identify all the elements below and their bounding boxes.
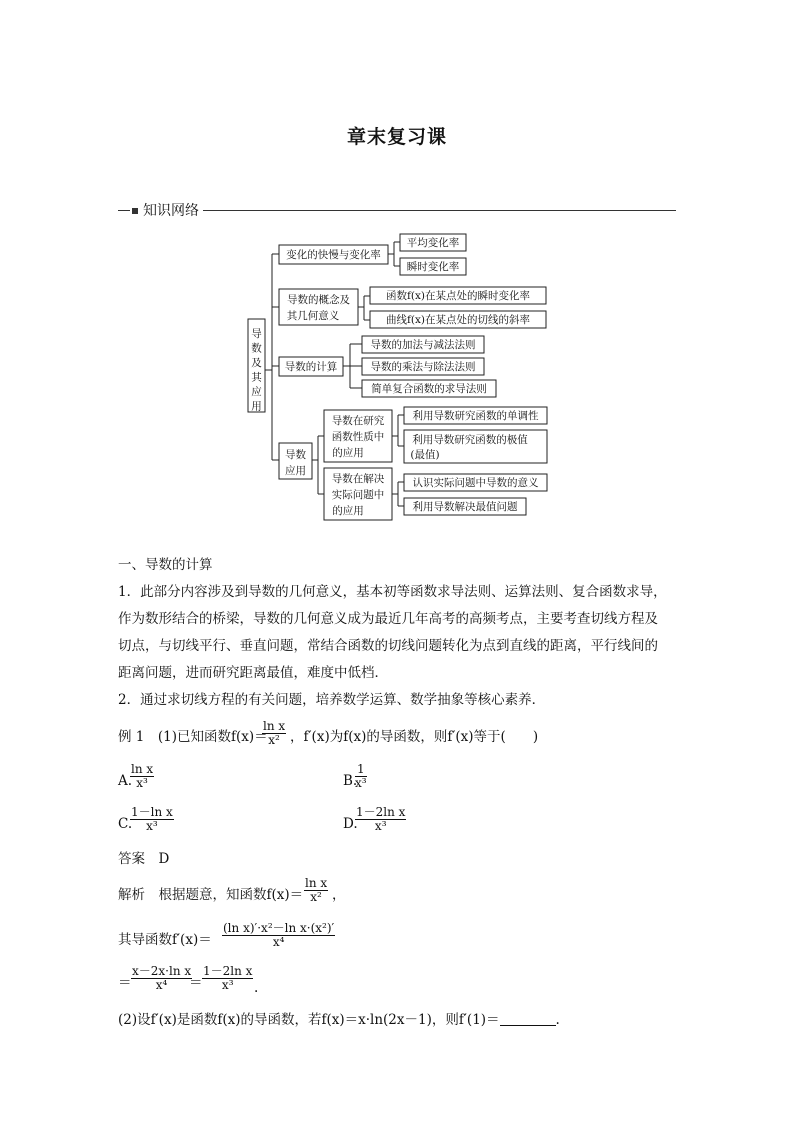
node-monotonicity bbox=[404, 407, 547, 424]
simplify-2-numerator: 1－2ln x bbox=[203, 964, 253, 978]
node-chain-rule bbox=[362, 380, 496, 397]
node-derivative-concept-label-1: 导数的概念及 bbox=[287, 294, 350, 306]
simplify-2-denominator: x³ bbox=[221, 978, 234, 992]
fraction-numerator: ln x bbox=[263, 719, 286, 733]
node-add-sub-rule bbox=[362, 336, 484, 353]
solution-numerator: ln x bbox=[305, 876, 328, 890]
node-instant-rate-at-point-label: 函数f(x)在某点处的瞬时变化率 bbox=[385, 290, 531, 302]
node-tangent-slope bbox=[370, 311, 546, 328]
solution-fraction bbox=[304, 877, 328, 904]
solution-denominator: x² bbox=[310, 890, 322, 904]
node-max-min-problem bbox=[404, 498, 526, 515]
node-derivative-application bbox=[279, 443, 312, 479]
node-derivative-calculation-label: 导数的计算 bbox=[284, 361, 338, 373]
node-derivative-concept-label-2: 其几何意义 bbox=[286, 310, 340, 322]
node-function-property-app-label-2: 函数性质中 bbox=[331, 431, 385, 443]
option-a-fraction bbox=[130, 763, 154, 790]
fraction-denominator: x² bbox=[268, 733, 280, 747]
simplify-eq-1: ＝ bbox=[118, 975, 132, 991]
option-d-numerator: 1－2ln x bbox=[356, 805, 406, 819]
node-practical-meaning-label: 认识实际问题中导数的意义 bbox=[412, 477, 539, 489]
node-derivative-application-label-2: 应用 bbox=[285, 465, 306, 477]
option-a-label: A. bbox=[118, 773, 133, 789]
node-chain-rule-label: 简单复合函数的求导法则 bbox=[371, 383, 487, 395]
node-instant-rate-at-point bbox=[370, 287, 546, 304]
derivative-fraction bbox=[222, 922, 335, 949]
option-b-denominator: x³ bbox=[355, 776, 367, 790]
node-tangent-slope-label: 曲线f(x)在某点处的切线的斜率 bbox=[385, 314, 531, 326]
section-heading-derivative-calc: 一、导数的计算 bbox=[118, 557, 213, 573]
mindmap-root bbox=[248, 319, 265, 413]
answer-blank[interactable] bbox=[500, 1011, 556, 1026]
node-max-min-problem-label: 利用导数解决最值问题 bbox=[412, 501, 518, 513]
node-practical-problem-app-label-1: 导数在解决 bbox=[331, 473, 385, 485]
paragraph-1-line-2: 作为数形结合的桥梁，导数的几何意义成为最近几年高考的高频考点，主要考查切线方程及 bbox=[118, 611, 658, 627]
node-average-rate bbox=[400, 234, 466, 251]
answer: 答案 D bbox=[118, 851, 170, 867]
node-rate-of-change-label: 变化的快慢与变化率 bbox=[286, 249, 381, 261]
option-b-label: B. bbox=[343, 773, 358, 789]
node-mul-div-rule bbox=[362, 358, 484, 375]
node-instant-rate bbox=[400, 258, 466, 275]
knowledge-mindmap bbox=[0, 0, 794, 540]
derivative-numerator: (ln x)′·x²－ln x·(x²)′ bbox=[223, 921, 335, 935]
node-function-property-app-label-3: 的应用 bbox=[332, 447, 364, 459]
root-label: 导数及其应用 bbox=[251, 328, 262, 413]
node-add-sub-rule-label: 导数的加法与减法法则 bbox=[370, 339, 476, 351]
simplify-end: . bbox=[254, 980, 259, 996]
node-function-property-app-label-1: 导数在研究 bbox=[331, 415, 385, 427]
simplify-eq-2: ＝ bbox=[189, 975, 203, 991]
node-extremum-label-2: (最值) bbox=[410, 449, 440, 461]
simplify-1-numerator: x－2x·ln x bbox=[132, 964, 192, 978]
option-c-fraction bbox=[130, 806, 174, 833]
example-1-prefix: 例 1 (1)已知函数f(x)＝ bbox=[118, 729, 268, 745]
page-title: 章末复习课 bbox=[346, 126, 447, 148]
node-derivative-calculation bbox=[279, 357, 343, 376]
option-c-denominator: x³ bbox=[146, 819, 158, 833]
paragraph-2: 2．通过求切线方程的有关问题，培养数学运算、数学抽象等核心素养． bbox=[118, 692, 546, 708]
solution-suffix: ， bbox=[332, 887, 346, 903]
node-derivative-concept bbox=[279, 289, 358, 325]
example-1-fraction bbox=[262, 720, 286, 747]
node-extremum-label-1: 利用导数研究函数的极值 bbox=[412, 434, 528, 446]
node-monotonicity-label: 利用导数研究函数的单调性 bbox=[412, 410, 539, 422]
node-practical-problem-app-label-3: 的应用 bbox=[332, 505, 364, 517]
option-c-numerator: 1－ln x bbox=[131, 805, 173, 819]
example-1-suffix: ，f′(x)为f(x)的导函数，则f′(x)等于( ) bbox=[290, 729, 539, 745]
section-label-text: 知识网络 bbox=[143, 203, 199, 219]
option-a-numerator: ln x bbox=[131, 762, 154, 776]
paragraph-1-line-1: 1．此部分内容涉及到导数的几何意义，基本初等函数求导法则、运算法则、复合函数求导， bbox=[118, 584, 667, 600]
question-2-text: (2)设f′(x)是函数f(x)的导函数，若f(x)＝x·ln(2x－1)，则f′(1)＝ bbox=[118, 1012, 500, 1028]
option-b-fraction bbox=[355, 763, 367, 790]
solution-prefix: 解析 根据题意，知函数f(x)＝ bbox=[118, 887, 304, 903]
question-2 bbox=[118, 1010, 560, 1030]
option-b-numerator: 1 bbox=[356, 762, 365, 776]
node-mul-div-rule-label: 导数的乘法与除法法则 bbox=[370, 361, 476, 373]
simplify-1-denominator: x⁴ bbox=[155, 978, 168, 992]
node-extremum bbox=[404, 430, 547, 463]
option-d-label: D. bbox=[343, 816, 358, 832]
option-c-label: C. bbox=[118, 816, 133, 832]
node-derivative-application-label-1: 导数 bbox=[285, 449, 306, 461]
node-rate-of-change bbox=[279, 245, 388, 264]
simplify-fraction-1 bbox=[131, 965, 192, 992]
node-practical-meaning bbox=[404, 474, 547, 491]
node-instant-rate-label: 瞬时变化率 bbox=[406, 261, 460, 273]
node-average-rate-label: 平均变化率 bbox=[406, 237, 460, 249]
paragraph-1-line-3: 切点，与切线平行、垂直问题，常结合函数的切线问题转化为点到直线的距离，平行线间的 bbox=[118, 638, 658, 654]
option-d-denominator: x³ bbox=[374, 819, 387, 833]
question-2-end: . bbox=[555, 1012, 560, 1028]
node-practical-problem-app-label-2: 实际问题中 bbox=[331, 489, 385, 501]
option-a-denominator: x³ bbox=[136, 776, 148, 790]
paragraph-1-line-4: 距离问题，进而研究距离最值，难度中低档． bbox=[118, 665, 388, 681]
node-function-property-app bbox=[324, 410, 392, 462]
option-d-fraction bbox=[355, 806, 406, 833]
derivative-prefix: 其导函数f′(x)＝ bbox=[118, 932, 212, 948]
derivative-denominator: x⁴ bbox=[272, 935, 285, 949]
simplify-fraction-2 bbox=[202, 965, 253, 992]
node-practical-problem-app bbox=[324, 468, 392, 520]
